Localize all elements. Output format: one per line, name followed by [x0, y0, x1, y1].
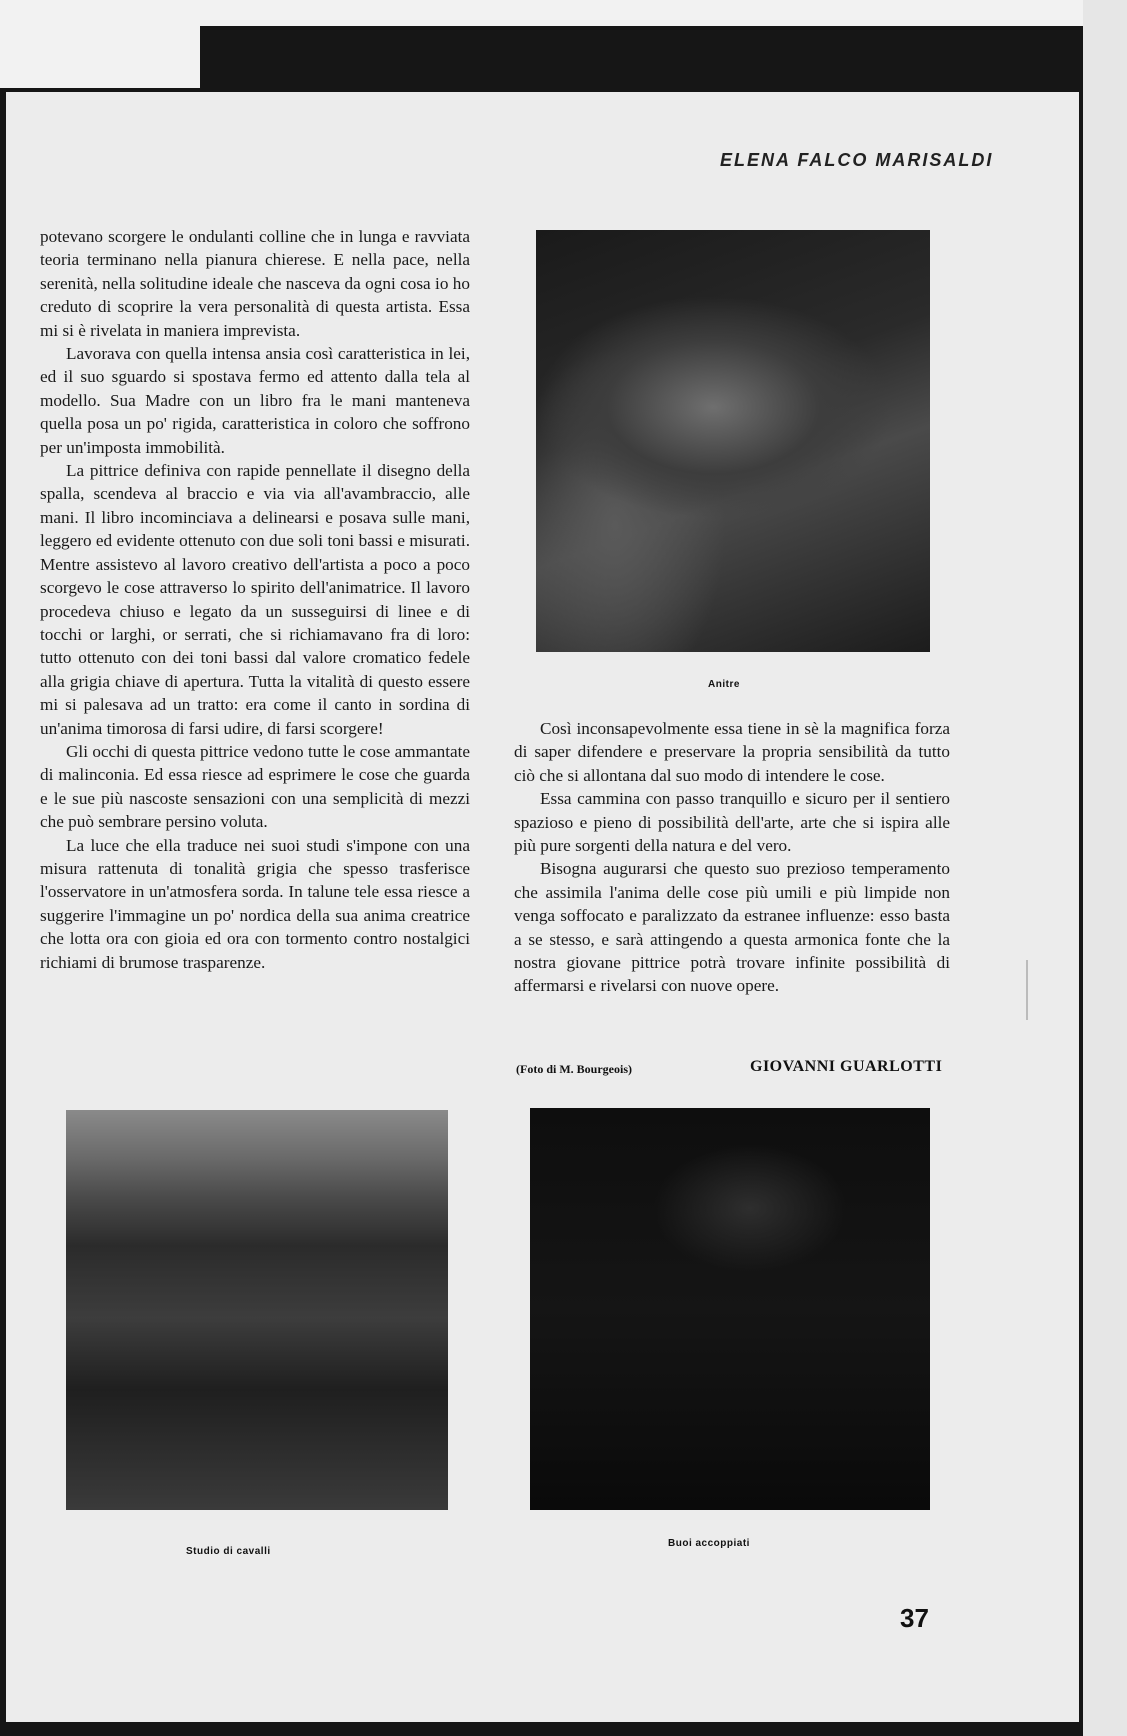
article-author: GIOVANNI GUARLOTTI: [750, 1058, 943, 1075]
scan-border-notch: [0, 26, 200, 88]
painting-photo-buoi-accoppiati: [530, 1108, 930, 1510]
caption-studio-di-cavalli: Studio di cavalli: [186, 1546, 271, 1557]
painting-photo-anitre: [536, 230, 930, 652]
painting-photo-studio-di-cavalli: [66, 1110, 448, 1510]
caption-anitre: Anitre: [708, 679, 740, 690]
photo-credit: (Foto di M. Bourgeois): [516, 1062, 632, 1076]
article-left-column: [40, 225, 470, 974]
paragraph: Così inconsapevolmente essa tiene in sè la magnifica forza di saper difendere e preservare la propria sensibilità da tutto ciò che si allontana dal suo modo di intendere le cose.: [514, 719, 950, 785]
paragraph: Lavorava con quella intensa ansia così caratteristica in lei, ed il suo sguardo si spostava fermo ed attento dalla tela al modello. Sua Madre con un libro fra le mani manteneva quella posa un po' rigida, caratteristica in coloro che soffrono per un'imposta immobilità.: [40, 344, 470, 457]
paragraph: Bisogna augurarsi che questo suo prezioso temperamento che assimila l'anima delle cose più umili e più limpide non venga soffocato e paralizzato da estranee influenze: esso basta a se stesso, e sarà attingendo a questa armonica fonte che la nostra giovane pittrice potrà trovare infinite possibilità di affermarsi e rivelarsi con nuove opere.: [514, 859, 950, 996]
running-head: ELENA FALCO MARISALDI: [720, 150, 994, 170]
scan-artifact-mark: [1026, 960, 1028, 1020]
paragraph: La luce che ella traduce nei suoi studi s'impone con una misura rattenuta di tonalità grigia che spesso trasferisce l'osservatore in un'atmosfera sorda. In talune tele essa riesce a suggerire l'immagine un po' nordica della sua anima creatrice che lotta ora con gioia ed ora con tormento contro nostalgici richiami di brumose trasparenze.: [40, 835, 470, 972]
caption-buoi-accoppiati: Buoi accoppiati: [668, 1538, 750, 1549]
paragraph: potevano scorgere le ondulanti colline che in lunga e ravviata teoria terminano nella pianura chierese. E nella pace, nella serenità, nella solitudine ideale che nasceva da ogni cosa io ho creduto di scoprire la vera personalità di questa artista. Essa mi si è rivelata in maniera imprevista.: [40, 227, 470, 340]
article-right-column: [514, 717, 950, 998]
paragraph: Gli occhi di questa pittrice vedono tutte le cose ammantate di malinconia. Ed essa riesce ad esprimere le cose che guarda e le sue più nascoste sensazioni con una semplicità di mezzi che può sembrare persino voluta.: [40, 741, 470, 832]
paragraph: Essa cammina con passo tranquillo e sicuro per il sentiero spazioso e pieno di possibilità dell'arte, arte che si ispira alle più pure sorgenti della natura e del vero.: [514, 789, 950, 856]
scan-right-margin: [1083, 0, 1127, 1736]
paragraph: La pittrice definiva con rapide pennellate il disegno della spalla, scendeva al braccio e via via all'avambraccio, alle mani. Il libro incominciava a delinearsi e posava sulle mani, leggero ed evidente ottenuto con due soli toni bassi e misurati. Mentre assistevo al lavoro creativo dell'artista a poco a poco scorgevo le cose attraverso lo spirito dell'animatrice. Il lavoro procedeva chiuso e legato da un susseguirsi di linee e di tocchi or larghi, or serrati, che si richiamavano fra di loro: tutto ottenuto con dei toni bassi dal valore cromatico fedele alla grigia chiave di apertura. Tutta la vitalità di questo essere mi si palesava ad un tratto: era come il canto in sordina di un'anima timorosa di farsi udire, di farsi scorgere!: [40, 461, 470, 738]
page-number: 37: [900, 1603, 929, 1633]
